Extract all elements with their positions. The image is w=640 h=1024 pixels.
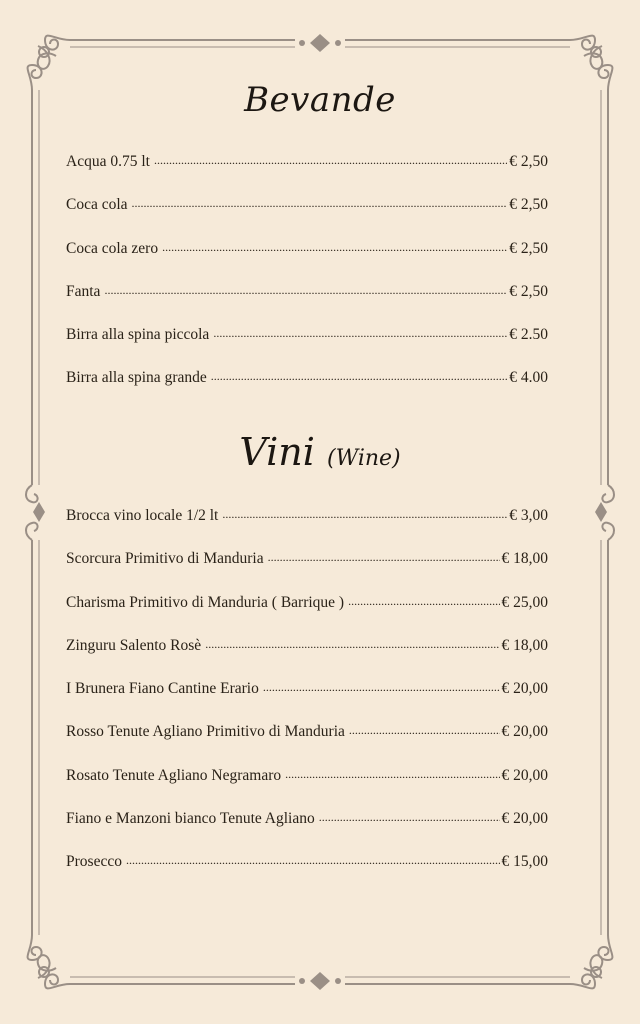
bevande-title-text: Bevande bbox=[244, 80, 396, 120]
item-name: Rosato Tenute Agliano Negramaro bbox=[66, 766, 282, 784]
item-name: Prosecco bbox=[66, 853, 122, 871]
list-item bbox=[66, 550, 548, 593]
item-price: € 2.50 bbox=[509, 326, 548, 344]
item-name: Zinguru Salento Rosè bbox=[66, 636, 202, 654]
item-name: I Brunera Fiano Cantine Erario bbox=[66, 680, 259, 698]
item-price: € 20,00 bbox=[501, 680, 548, 698]
list-item bbox=[66, 240, 548, 283]
item-price: € 2,50 bbox=[509, 239, 548, 257]
dot-leader bbox=[126, 851, 500, 869]
list-item bbox=[66, 196, 548, 239]
item-price: € 20,00 bbox=[501, 810, 548, 828]
dot-leader bbox=[132, 194, 508, 212]
item-name: Birra alla spina piccola bbox=[66, 326, 210, 344]
item-name: Fiano e Manzoni bianco Tenute Agliano bbox=[66, 810, 315, 828]
item-price: € 2,50 bbox=[509, 282, 548, 300]
item-price: € 3,00 bbox=[509, 507, 548, 524]
list-item bbox=[66, 637, 548, 680]
item-name: Charisma Primitivo di Manduria ( Barrique ) bbox=[66, 593, 345, 611]
item-price: € 18,00 bbox=[501, 550, 548, 568]
dot-leader bbox=[348, 592, 499, 610]
dot-leader bbox=[222, 505, 507, 523]
item-name: Acqua 0.75 lt bbox=[66, 153, 150, 170]
item-name: Brocca vino locale 1/2 lt bbox=[66, 507, 219, 524]
item-price: € 20,00 bbox=[501, 723, 548, 741]
list-item bbox=[66, 680, 548, 723]
dot-leader bbox=[268, 548, 500, 566]
dot-leader bbox=[104, 281, 507, 299]
item-price: € 2,50 bbox=[509, 196, 548, 214]
dot-leader bbox=[205, 635, 499, 653]
dot-leader bbox=[263, 678, 500, 696]
item-price: € 18,00 bbox=[501, 636, 548, 654]
item-name: Fanta bbox=[66, 282, 101, 300]
bevande-title bbox=[0, 80, 640, 120]
item-name: Birra alla spina grande bbox=[66, 369, 207, 387]
list-item bbox=[66, 153, 548, 196]
dot-leader bbox=[154, 151, 507, 169]
item-price: € 15,00 bbox=[501, 853, 548, 871]
list-item bbox=[66, 283, 548, 326]
item-price: € 20,00 bbox=[501, 766, 548, 784]
bevande-list bbox=[66, 153, 548, 413]
list-item bbox=[66, 369, 548, 412]
item-name: Scorcura Primitivo di Manduria bbox=[66, 550, 264, 568]
list-item bbox=[66, 810, 548, 853]
dot-leader bbox=[213, 324, 507, 342]
item-name: Rosso Tenute Agliano Primitivo di Manduria bbox=[66, 723, 345, 741]
item-price: € 25,00 bbox=[501, 593, 548, 611]
vini-title bbox=[0, 430, 640, 474]
vini-title-text: Vini bbox=[239, 430, 315, 474]
dot-leader bbox=[211, 367, 508, 385]
dot-leader bbox=[285, 765, 499, 783]
list-item bbox=[66, 326, 548, 369]
vini-subtitle: (Wine) bbox=[327, 446, 401, 471]
vini-list bbox=[66, 507, 548, 897]
list-item bbox=[66, 594, 548, 637]
list-item bbox=[66, 853, 548, 896]
item-name: Coca cola bbox=[66, 196, 128, 214]
list-item bbox=[66, 507, 548, 550]
dot-leader bbox=[349, 721, 500, 739]
item-name: Coca cola zero bbox=[66, 239, 159, 257]
dot-leader bbox=[319, 808, 500, 826]
dot-leader bbox=[162, 238, 507, 256]
item-price: € 4.00 bbox=[509, 369, 548, 387]
list-item bbox=[66, 767, 548, 810]
item-price: € 2,50 bbox=[509, 153, 548, 170]
list-item bbox=[66, 723, 548, 766]
